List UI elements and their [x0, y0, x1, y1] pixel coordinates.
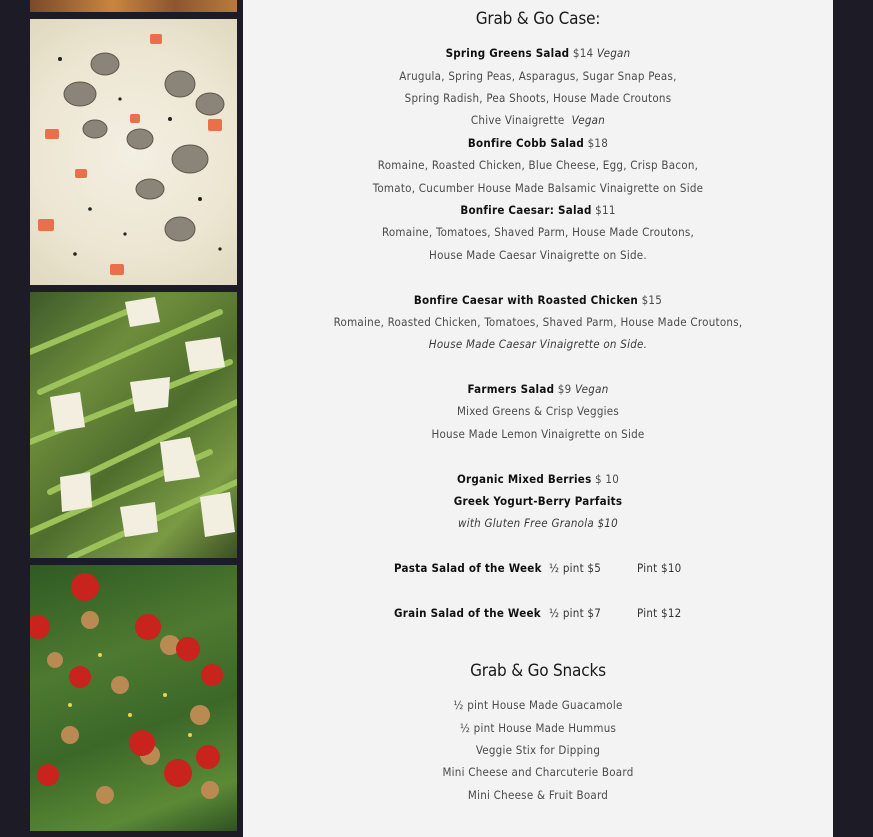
vegan-tag: Vegan [571, 113, 606, 127]
item-description: Romaine, Tomatoes, Shaved Parm, House Made Croutons, [381, 225, 695, 239]
grain-salad-pint: Pint $12 [637, 606, 682, 620]
snack-item: Veggie Stix for Dipping [475, 743, 601, 757]
item-description: House Made Caesar Vinaigrette on Side. [428, 337, 648, 351]
item-name: Farmers Salad [467, 382, 555, 396]
snack-item: Mini Cheese and Charcuterie Board [442, 765, 634, 779]
top-food-photo[interactable] [30, 0, 237, 12]
snack-item: Mini Cheese & Fruit Board [467, 788, 609, 802]
grain-salad-name: Grain Salad of the Week [394, 606, 541, 620]
item-description: Tomato, Cucumber House Made Balsamic Vinaigrette on Side [372, 181, 704, 195]
item-price: $11 [595, 203, 616, 217]
menu-item-caesar [243, 203, 833, 217]
menu-item-berries [243, 472, 833, 486]
item-description: Spring Radish, Pea Shoots, House Made Croutons [404, 91, 672, 105]
item-price: $15 [641, 293, 663, 307]
menu-item-cobb [243, 136, 833, 150]
item-description: Romaine, Roasted Chicken, Blue Cheese, Egg, Crisp Bacon, [377, 158, 699, 172]
arugula-walnut-tomato-salad-photo[interactable] [30, 565, 237, 831]
item-price: $18 [587, 136, 609, 150]
snack-item: ½ pint House Made Hummus [459, 721, 617, 735]
pasta-salad-half-pint: ½ pint $5 [549, 561, 602, 575]
item-description: Chive Vinaigrette Vegan [470, 113, 606, 127]
pasta-salad-pint: Pint $10 [637, 561, 682, 575]
item-description: House Made Lemon Vinaigrette on Side [431, 427, 645, 441]
item-name: Spring Greens Salad [445, 46, 570, 60]
menu-item-farmers [243, 382, 833, 396]
pasta-salad-name: Pasta Salad of the Week [394, 561, 542, 575]
grab-go-snacks-heading: Grab & Go Snacks [470, 661, 606, 681]
item-description: Mixed Greens & Crisp Veggies [456, 404, 620, 418]
item-name: Bonfire Caesar: Salad [460, 203, 592, 217]
item-name: Greek Yogurt-Berry Parfaits [453, 494, 623, 508]
menu-item-parfaits [243, 494, 833, 508]
grab-go-case-heading: Grab & Go Case: [475, 9, 601, 29]
menu-item-spring-greens [243, 46, 833, 60]
item-name: Organic Mixed Berries [456, 472, 592, 486]
item-description: Arugula, Spring Peas, Asparagus, Sugar Snap Peas, [399, 69, 677, 83]
item-description: House Made Caesar Vinaigrette on Side. [429, 248, 647, 262]
grain-salad-half-pint: ½ pint $7 [549, 606, 602, 620]
item-description: Romaine, Roasted Chicken, Tomatoes, Shaved Parm, House Made Croutons, [333, 315, 743, 329]
snack-item: ½ pint House Made Guacamole [453, 698, 623, 712]
item-price: $ 10 [595, 472, 620, 486]
item-price: $9 [557, 382, 572, 396]
item-price: $14 [572, 46, 594, 60]
vegan-tag: Vegan [575, 382, 609, 396]
menu-panel [243, 0, 833, 837]
asparagus-salad-photo[interactable] [30, 292, 237, 558]
vegan-tag: Vegan [596, 46, 631, 60]
item-description: with Gluten Free Granola $10 [458, 516, 618, 530]
item-name: Bonfire Cobb Salad [467, 136, 585, 150]
clam-chowder-photo[interactable] [30, 19, 237, 285]
menu-item-caesar-chicken [243, 293, 833, 307]
item-name: Bonfire Caesar with Roasted Chicken [413, 293, 639, 307]
